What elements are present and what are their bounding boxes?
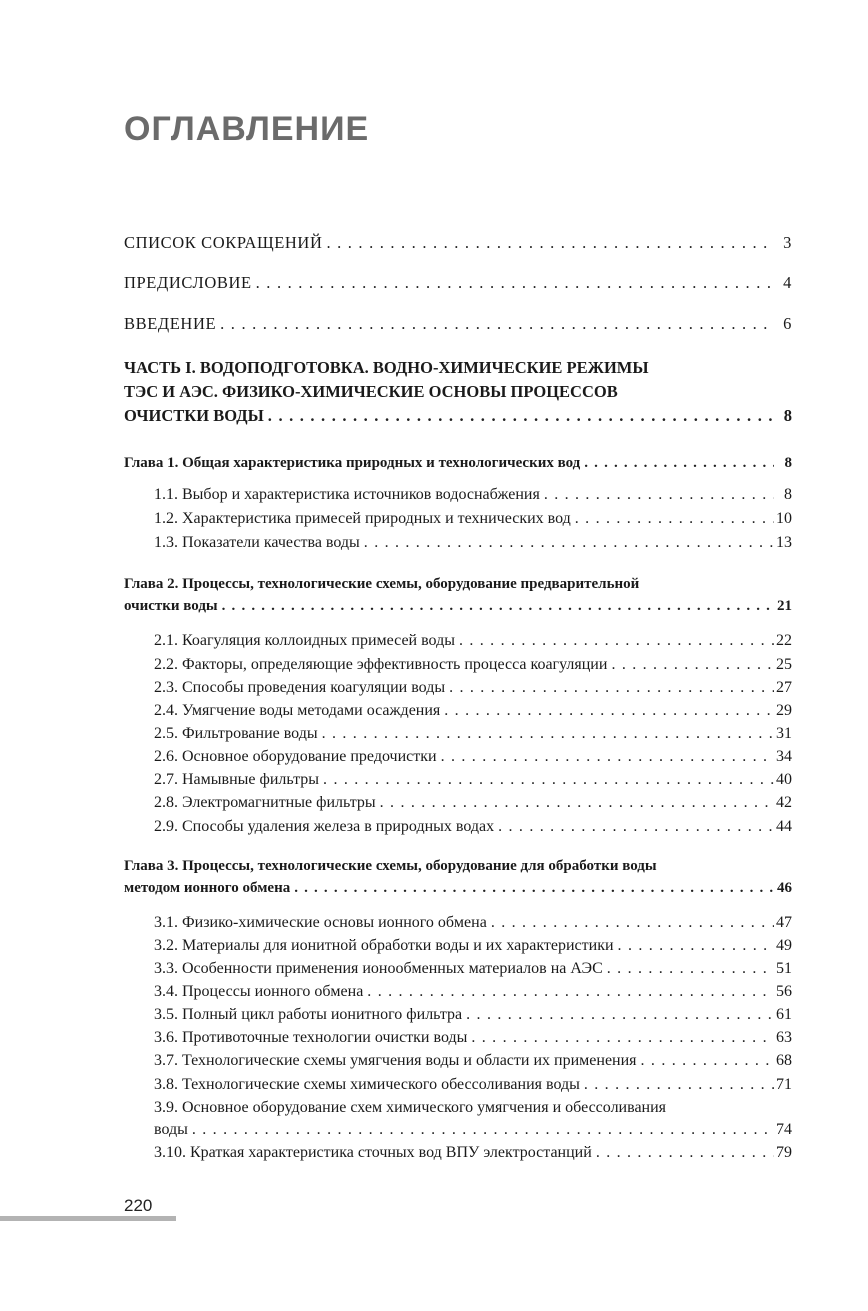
toc-entry-title: 3.8. Технологические схемы химического обессоливания воды [154,1076,580,1093]
toc-entry-page: 13 [776,534,792,551]
toc-entry-page: 4 [783,273,792,292]
toc-entry-title-line: 3.9. Основное оборудование схем химического умягчения и обессоливания [154,1099,667,1116]
toc-entry-part[interactable] [124,356,792,428]
toc-entry-title: 2.7. Намывные фильтры [154,771,320,788]
toc-entry-section[interactable] [154,792,792,814]
toc-entry-title: ОЧИСТКИ ВОДЫ [124,406,264,425]
toc-entry-title: 3.4. Процессы ионного обмена [154,983,364,1000]
toc-entry-title: 1.1. Выбор и характеристика источников водоснабжения [154,486,540,503]
toc-entry-page: 63 [776,1029,792,1046]
toc-entry-title-line: ТЭС И АЭС. ФИЗИКО-ХИМИЧЕСКИЕ ОСНОВЫ ПРОЦЕССОВ [124,382,618,401]
toc-entry-page: 34 [776,748,792,765]
toc-entry-title: 2.2. Факторы, определяющие эффективность процесса коагуляции [154,656,608,673]
toc-entry-title: СПИСОК СОКРАЩЕНИЙ [124,233,323,252]
toc-entry-title: ВВЕДЕНИЕ [124,314,217,333]
toc-entry-section[interactable] [154,508,792,530]
toc-entry-section[interactable] [154,700,792,722]
toc-entry-page: 71 [776,1076,792,1093]
toc-entry-section[interactable] [154,484,792,506]
toc-entry-section[interactable] [154,1074,792,1096]
page-number-bar [0,1216,176,1221]
toc-entry-section[interactable] [154,912,792,934]
toc-entry-title-line: Глава 3. Процессы, технологические схемы, оборудование для обработки воды [124,858,657,874]
toc-entry-section[interactable] [154,935,792,957]
toc-entry-top[interactable] [124,232,792,254]
toc-entry-page: 22 [776,632,792,649]
dot-leader [440,700,774,722]
toc-entry-page: 3 [783,233,792,252]
toc-entry-title: 2.6. Основное оборудование предочистки [154,748,437,765]
toc-entry-title: 3.1. Физико-химические основы ионного обмена [154,914,487,931]
toc-entry-page: 40 [776,771,792,788]
dot-leader [318,723,774,745]
toc-entry-title-line: ЧАСТЬ I. ВОДОПОДГОТОВКА. ВОДНО-ХИМИЧЕСКИЕ РЕЖИМЫ [124,358,649,377]
dot-leader [360,532,774,554]
dot-leader [637,1050,774,1072]
toc-entry-page: 74 [776,1121,792,1138]
toc-entry-title: Глава 1. Общая характеристика природных и технологических вод [124,455,581,471]
toc-entry-page: 29 [776,702,792,719]
toc-entry-page: 42 [776,794,792,811]
toc-entry-page: 46 [777,880,792,896]
toc-entry-title: 3.3. Особенности применения ионообменных материалов на АЭС [154,960,603,977]
toc-entry-page: 8 [784,486,792,503]
toc-entry-section[interactable] [154,677,792,699]
dot-leader [494,816,774,838]
toc-entry-section[interactable] [154,746,792,768]
toc-entry-section[interactable] [154,1027,792,1049]
toc-entry-page: 27 [776,679,792,696]
toc-entry-page: 47 [776,914,792,931]
dot-leader [216,313,774,335]
toc-entry-chapter[interactable] [124,855,792,899]
dot-leader [592,1142,774,1164]
dot-leader [607,654,774,676]
dot-leader [437,746,774,768]
dot-leader [580,452,774,474]
toc-entry-section[interactable] [154,1142,792,1164]
toc-entry-section[interactable] [154,958,792,980]
dot-leader [603,958,774,980]
toc-entry-page: 79 [776,1144,792,1161]
dot-leader [487,912,774,934]
toc-entry-title: 2.1. Коагуляция коллоидных примесей воды [154,632,455,649]
toc-entry-section[interactable] [154,532,792,554]
dot-leader [376,792,774,814]
toc-entry-section[interactable] [154,769,792,791]
toc-entry-page: 56 [776,983,792,1000]
toc-entry-section[interactable] [154,630,792,652]
toc-entry-title: 2.4. Умягчение воды методами осаждения [154,702,441,719]
toc-entry-page: 6 [783,314,792,333]
toc-entry-title: 2.8. Электромагнитные фильтры [154,794,376,811]
toc-entry-title: методом ионного обмена [124,880,291,896]
toc-entry-top[interactable] [124,272,792,294]
toc-entry-section[interactable] [154,816,792,838]
toc-entry-title: 2.5. Фильтрование воды [154,725,318,742]
toc-entry-title: 3.5. Полный цикл работы ионитного фильтра [154,1006,463,1023]
toc-entry-page: 51 [776,960,792,977]
toc-entry-title: 3.6. Противоточные технологии очистки воды [154,1029,468,1046]
toc-entry-page: 44 [776,818,792,835]
dot-leader [614,935,774,957]
toc-entry-page: 68 [776,1052,792,1069]
dot-leader [462,1004,774,1026]
toc-entry-top[interactable] [124,313,792,335]
toc-entry-page: 10 [776,510,792,527]
page-number: 220 [124,1196,153,1215]
toc-entry-page: 8 [783,406,792,425]
toc-entry-page: 49 [776,937,792,954]
toc-entry-title: 3.10. Краткая характеристика сточных вод ВПУ электростанций [154,1144,592,1161]
toc-entry-title: 2.3. Способы проведения коагуляции воды [154,679,446,696]
toc-entry-page: 21 [777,598,792,614]
dot-leader [252,272,774,294]
dot-leader [455,630,774,652]
toc-entry-section[interactable] [154,654,792,676]
dot-leader [445,677,774,699]
toc-entry-section[interactable] [154,1004,792,1026]
toc-entry-title-line: Глава 2. Процессы, технологические схемы, оборудование предварительной [124,576,640,592]
toc-entry-chapter[interactable] [124,573,792,617]
dot-leader [467,1027,774,1049]
dot-leader [363,981,774,1003]
dot-leader [218,595,774,617]
toc-entry-section[interactable] [154,1050,792,1072]
toc-entry-title: 3.2. Материалы для ионитной обработки воды и их характеристики [154,937,614,954]
dot-leader [571,508,774,530]
dot-leader [290,877,774,899]
toc-entry-page: 61 [776,1006,792,1023]
toc-entry-title: 3.7. Технологические схемы умягчения воды и области их применения [154,1052,637,1069]
dot-leader [319,769,774,791]
toc-entry-title: ПРЕДИСЛОВИЕ [124,273,252,292]
toc-entry-section[interactable] [154,981,792,1003]
toc-entry-page: 25 [776,656,792,673]
toc-entry-section[interactable] [154,1097,792,1141]
toc-entry-title: 1.2. Характеристика примесей природных и технических вод [154,510,571,527]
page-title: ОГЛАВЛЕНИЕ [124,110,370,148]
toc-entry-section[interactable] [154,723,792,745]
toc-entry-title: воды [154,1121,188,1138]
dot-leader [264,404,774,428]
toc-entry-title: 1.3. Показатели качества воды [154,534,360,551]
toc-entry-title: 2.9. Способы удаления железа в природных водах [154,818,495,835]
dot-leader [322,232,774,254]
toc-entry-page: 31 [776,725,792,742]
toc-entry-page: 8 [784,455,792,471]
dot-leader [188,1119,774,1141]
dot-leader [580,1074,774,1096]
toc-entry-title: очистки воды [124,598,218,614]
dot-leader [540,484,774,506]
toc-entry-chapter[interactable] [124,452,792,474]
